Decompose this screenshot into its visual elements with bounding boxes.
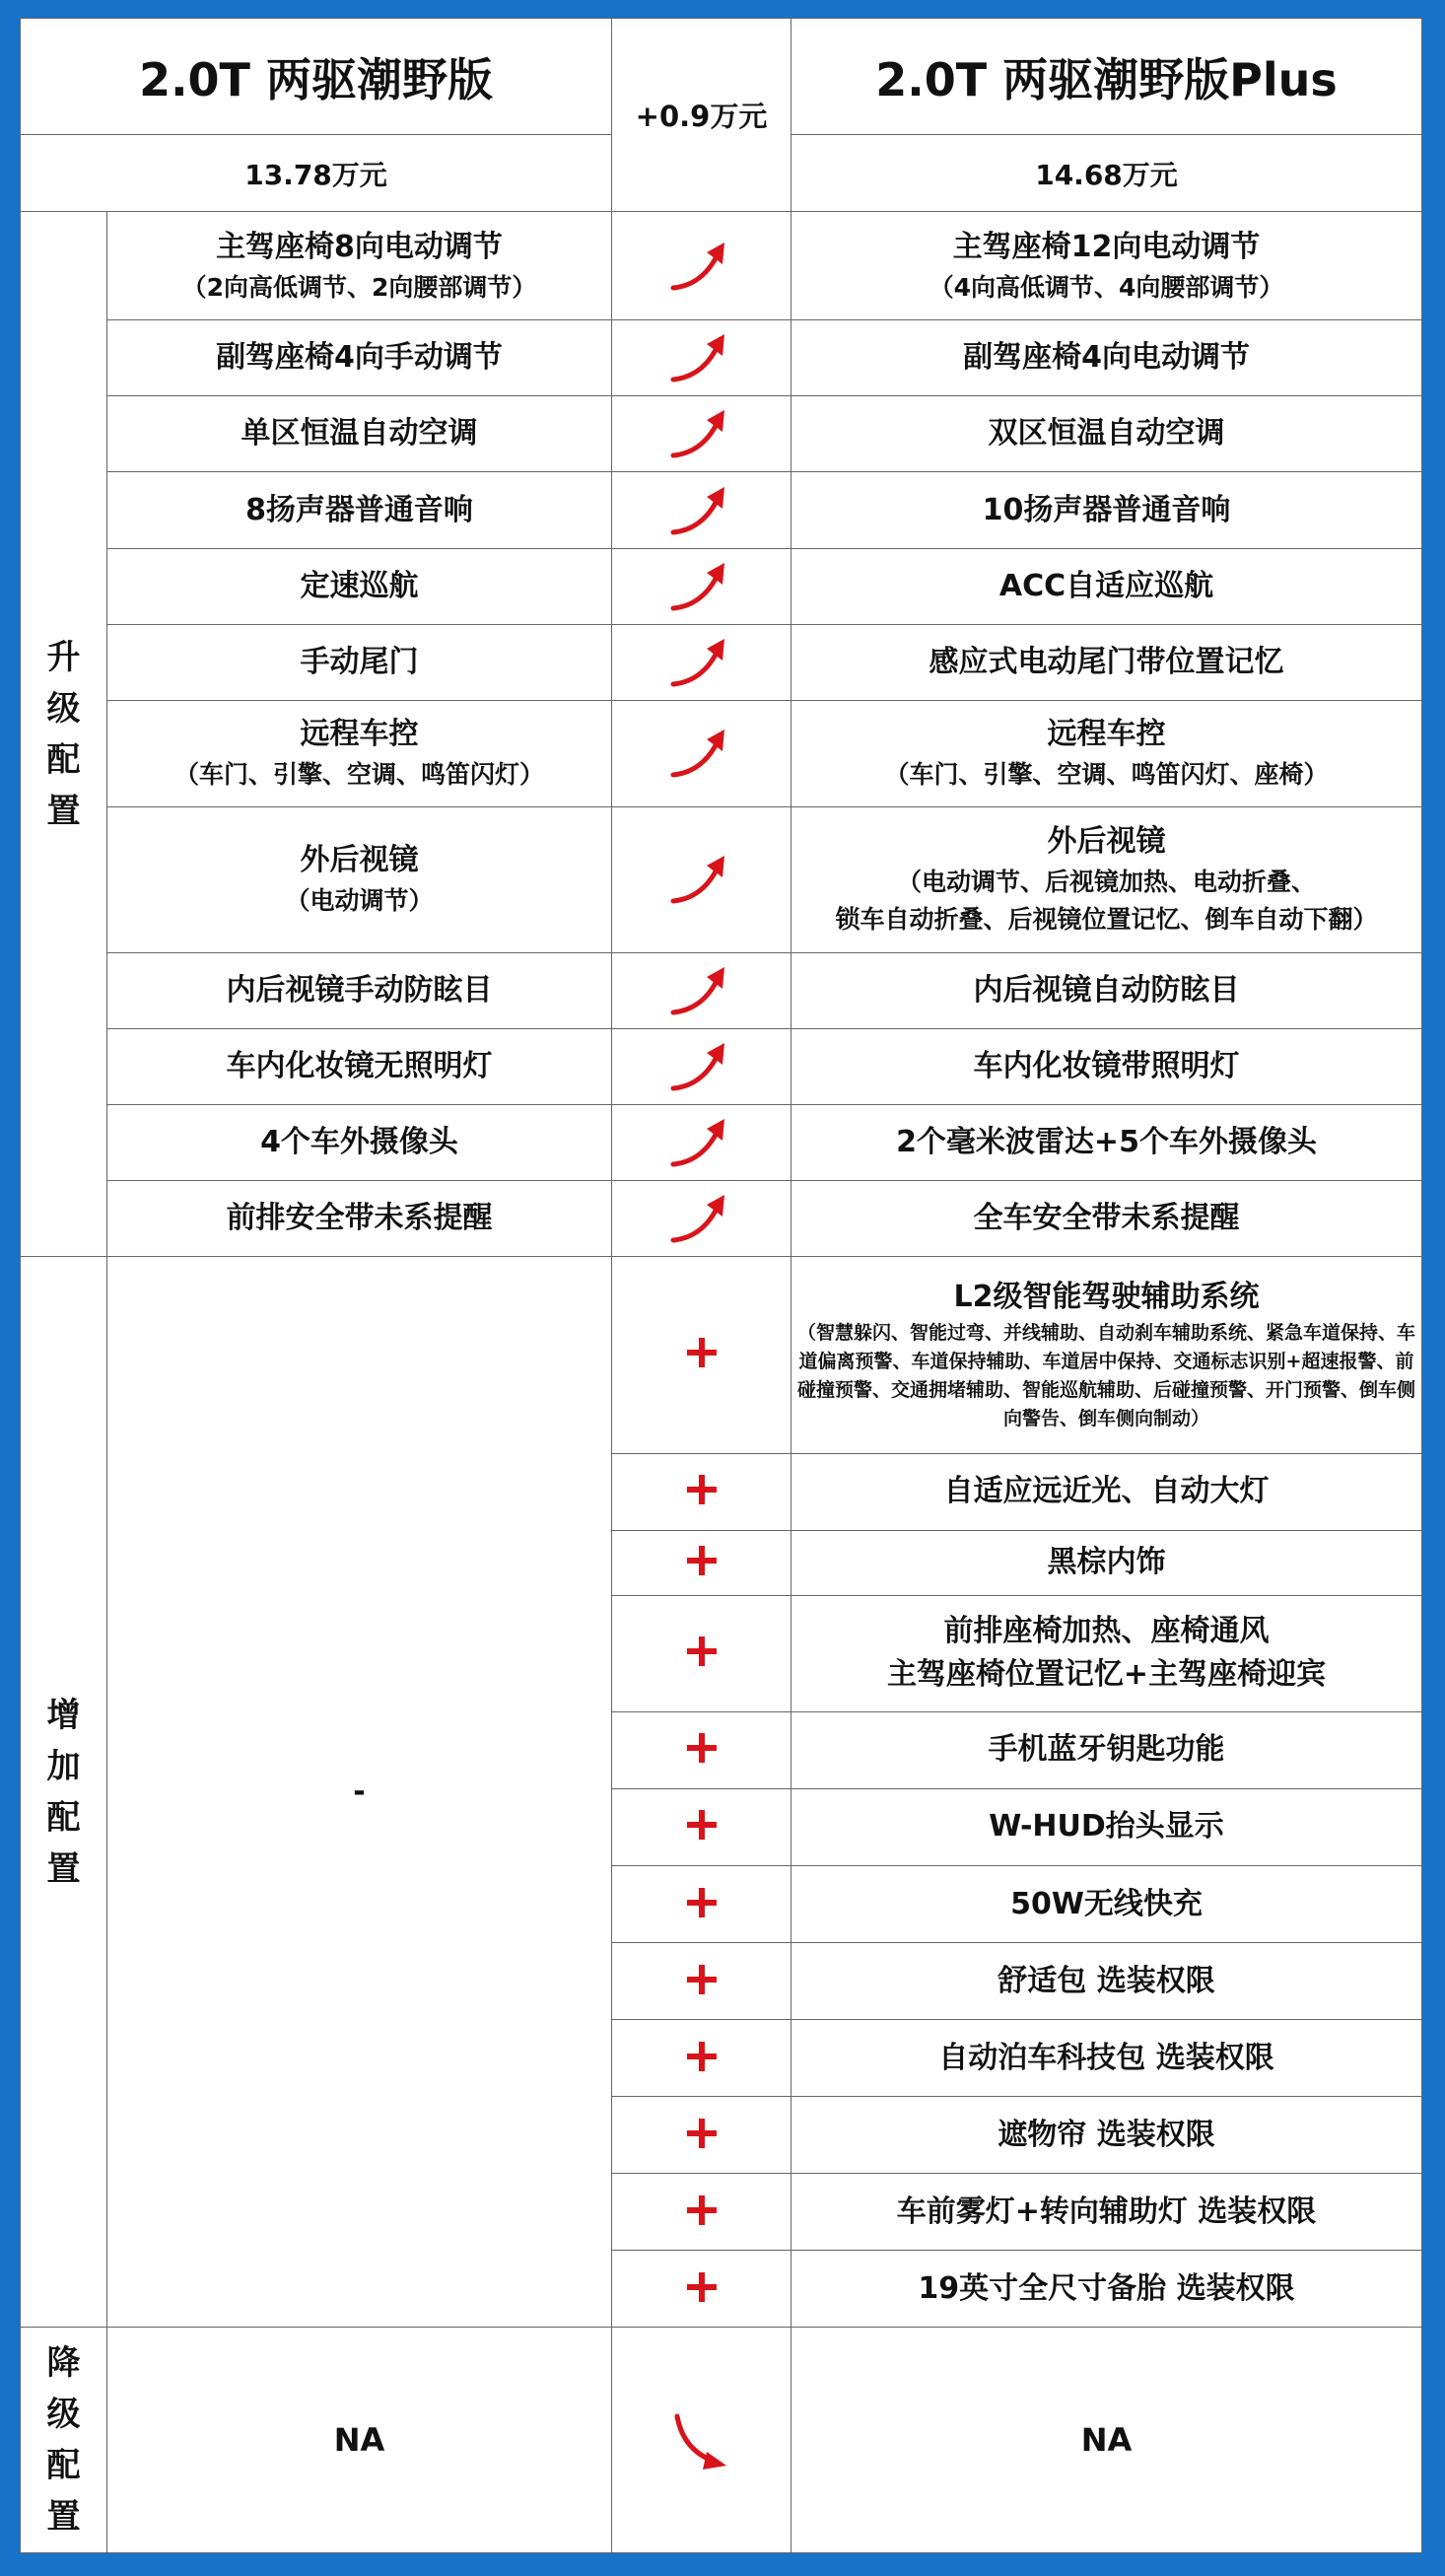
added-feature-text: 黑棕内饰 (1047, 1545, 1166, 1580)
added-feature (791, 1453, 1422, 1530)
left-trim-title: 2.0T 两驱潮野版 (21, 19, 612, 135)
upgrade-left-feature (107, 806, 612, 952)
section-char: 级 (46, 688, 81, 729)
comparison-table (20, 18, 1422, 2553)
upgrade-arrow-cell (612, 1181, 791, 1257)
upgrade-right-feature (791, 1105, 1422, 1181)
upgrade-row (21, 624, 1422, 700)
upgrade-right-feature (791, 953, 1422, 1029)
upgrade-arrow-cell (612, 212, 791, 320)
upgrade-arrow-cell (612, 806, 791, 952)
plus-icon (687, 2272, 717, 2302)
upgrade-left-feature (107, 396, 612, 472)
added-plus-cell (612, 1595, 791, 1711)
left-trim-price: 13.78万元 (21, 135, 612, 212)
upgrade-right-feature-text: 车内化妆镜带照明灯 (973, 1049, 1240, 1084)
upgrade-section-label (21, 212, 107, 1257)
section-char: 降 (46, 2343, 81, 2384)
downgrade-arrow-cell (612, 2328, 791, 2553)
upgrade-left-feature-text: 单区恒温自动空调 (241, 416, 478, 452)
downgrade-section-label (21, 2328, 107, 2553)
added-feature (791, 2174, 1422, 2251)
added-feature (791, 1711, 1422, 1788)
up-arrow-icon (667, 1111, 736, 1174)
upgrade-right-feature (791, 1029, 1422, 1105)
upgrade-right-feature-text: （4向高低调节、4向腰部调节） (929, 272, 1284, 302)
added-feature-text: 前排座椅加热、座椅通风 (943, 1614, 1270, 1649)
upgrade-arrow-cell (612, 1105, 791, 1181)
plus-icon (687, 2119, 717, 2148)
added-feature-text: 手机蓝牙钥匙功能 (988, 1732, 1225, 1768)
upgrade-right-feature-text: 全车安全带未系提醒 (973, 1201, 1240, 1236)
upgrade-left-feature (107, 700, 612, 806)
added-feature-text: 车前雾灯+转向辅助灯 选装权限 (896, 2193, 1317, 2229)
added-feature-text: （智慧躲闪、智能过弯、并线辅助、自动刹车辅助系统、紧急车道保持、车道偏离预警、车道保持辅助、车道居中保持、交通标志识别+超速报警、前碰撞预警、交通拥堵辅助、智能巡航辅助、后碰撞预警、开门预警、倒车侧向警告、倒车侧向制动） (797, 1322, 1416, 1430)
upgrade-right-feature-text: 锁车自动折叠、后视镜位置记忆、倒车自动下翻） (835, 905, 1378, 935)
upgrade-right-feature-text: 内后视镜自动防眩目 (973, 973, 1240, 1009)
upgrade-right-feature (791, 700, 1422, 806)
added-feature (791, 2097, 1422, 2174)
added-plus-cell (612, 1453, 791, 1530)
downgrade-right-value: NA (791, 2328, 1422, 2553)
upgrade-left-feature-text: 8扬声器普通音响 (245, 492, 473, 527)
added-plus-cell (612, 2020, 791, 2097)
added-feature (791, 2020, 1422, 2097)
upgrade-row (21, 1181, 1422, 1257)
upgrade-right-feature-text: 感应式电动尾门带位置记忆 (929, 644, 1284, 679)
plus-icon (687, 1733, 717, 1763)
upgrade-row (21, 396, 1422, 472)
section-char: 置 (46, 2497, 81, 2538)
added-left-value: - (107, 1257, 612, 2328)
upgrade-right-feature (791, 396, 1422, 472)
upgrade-left-feature-text: 4个车外摄像头 (260, 1125, 458, 1160)
upgrade-right-feature-text: 主驾座椅12向电动调节 (952, 229, 1261, 264)
upgrade-row (21, 1105, 1422, 1181)
plus-icon (687, 1338, 717, 1367)
upgrade-right-feature (791, 548, 1422, 624)
added-feature (791, 1595, 1422, 1711)
downgrade-left-value: NA (107, 2328, 612, 2553)
upgrade-arrow-cell (612, 1029, 791, 1105)
plus-icon (687, 1810, 717, 1840)
upgrade-left-feature (107, 953, 612, 1029)
added-feature (791, 1865, 1422, 1942)
up-arrow-icon (667, 631, 736, 694)
price-difference: +0.9万元 (612, 19, 791, 212)
up-arrow-icon (667, 555, 736, 618)
plus-icon (687, 1636, 717, 1666)
upgrade-arrow-cell (612, 396, 791, 472)
upgrade-right-feature-text: 外后视镜 (1047, 824, 1166, 860)
upgrade-right-feature-text: 2个毫米波雷达+5个车外摄像头 (896, 1125, 1317, 1160)
added-plus-cell (612, 2174, 791, 2251)
added-row (21, 1257, 1422, 1453)
upgrade-row (21, 472, 1422, 548)
right-trim-price: 14.68万元 (791, 135, 1422, 212)
upgrade-row (21, 806, 1422, 952)
upgrade-left-feature (107, 1105, 612, 1181)
up-arrow-icon (667, 959, 736, 1022)
added-feature-text: 主驾座椅位置记忆+主驾座椅迎宾 (886, 1657, 1327, 1693)
section-char: 配 (46, 739, 81, 780)
plus-icon (687, 1965, 717, 1994)
upgrade-row (21, 700, 1422, 806)
upgrade-left-feature-text: 定速巡航 (300, 568, 419, 603)
upgrade-left-feature-text: 车内化妆镜无照明灯 (226, 1049, 493, 1084)
added-plus-cell (612, 1865, 791, 1942)
down-arrow-icon (667, 2408, 736, 2472)
up-arrow-icon (667, 848, 736, 911)
added-plus-cell (612, 1943, 791, 2020)
up-arrow-icon (667, 479, 736, 542)
upgrade-left-feature-text: 外后视镜 (300, 843, 419, 878)
upgrade-right-feature (791, 1181, 1422, 1257)
plus-icon (687, 1475, 717, 1504)
upgrade-left-feature-text: 手动尾门 (300, 644, 419, 679)
up-arrow-icon (667, 326, 736, 389)
upgrade-right-feature (791, 472, 1422, 548)
upgrade-left-feature-text: （2向高低调节、2向腰部调节） (181, 272, 537, 302)
upgrade-right-feature-text: （车门、引擎、空调、鸣笛闪灯、座椅） (884, 760, 1329, 790)
up-arrow-icon (667, 235, 736, 298)
upgrade-arrow-cell (612, 472, 791, 548)
added-plus-cell (612, 2251, 791, 2328)
added-plus-cell (612, 1711, 791, 1788)
up-arrow-icon (667, 1187, 736, 1250)
upgrade-left-feature (107, 472, 612, 548)
up-arrow-icon (667, 1035, 736, 1098)
upgrade-left-feature (107, 624, 612, 700)
upgrade-left-feature (107, 1181, 612, 1257)
section-char: 增 (46, 1695, 81, 1735)
upgrade-right-feature-text: （电动调节、后视镜加热、电动折叠、 (897, 868, 1317, 897)
upgrade-row (21, 953, 1422, 1029)
upgrade-arrow-cell (612, 624, 791, 700)
added-feature-text: 遮物帘 选装权限 (998, 2117, 1215, 2152)
added-feature (791, 1943, 1422, 2020)
section-char: 配 (46, 2446, 81, 2486)
upgrade-row (21, 1029, 1422, 1105)
upgrade-right-feature-text: 副驾座椅4向电动调节 (963, 340, 1250, 376)
upgrade-row (21, 320, 1422, 396)
plus-icon (687, 2042, 717, 2071)
upgrade-left-feature-text: 副驾座椅4向手动调节 (216, 340, 503, 376)
added-plus-cell (612, 1788, 791, 1865)
up-arrow-icon (667, 722, 736, 785)
upgrade-right-feature-text: 双区恒温自动空调 (988, 416, 1225, 452)
added-feature (791, 1530, 1422, 1595)
section-char: 加 (46, 1746, 81, 1786)
added-feature (791, 1788, 1422, 1865)
upgrade-right-feature-text: ACC自适应巡航 (998, 568, 1214, 603)
added-feature-text: 19英寸全尺寸备胎 选装权限 (918, 2270, 1295, 2306)
upgrade-left-feature-text: （车门、引擎、空调、鸣笛闪灯） (174, 760, 545, 790)
section-char: 置 (46, 1848, 81, 1889)
added-feature-text: 舒适包 选装权限 (998, 1963, 1215, 1998)
section-char: 升 (46, 637, 81, 677)
plus-icon (687, 2195, 717, 2225)
upgrade-left-feature (107, 548, 612, 624)
added-section-label (21, 1257, 107, 2328)
section-char: 配 (46, 1797, 81, 1838)
upgrade-row (21, 548, 1422, 624)
upgrade-arrow-cell (612, 320, 791, 396)
upgrade-row (21, 212, 1422, 320)
added-plus-cell (612, 1257, 791, 1453)
upgrade-right-feature (791, 806, 1422, 952)
upgrade-left-feature-text: （电动调节） (285, 886, 434, 916)
upgrade-right-feature (791, 624, 1422, 700)
comparison-sheet (20, 18, 1421, 2553)
added-plus-cell (612, 2097, 791, 2174)
plus-icon (687, 1888, 717, 1917)
added-feature (791, 1257, 1422, 1453)
right-trim-title: 2.0T 两驱潮野版Plus (791, 19, 1422, 135)
added-feature-text: W-HUD抬头显示 (989, 1809, 1224, 1845)
upgrade-left-feature (107, 1029, 612, 1105)
downgrade-row (21, 2328, 1422, 2553)
upgrade-left-feature-text: 前排安全带未系提醒 (226, 1201, 493, 1236)
upgrade-arrow-cell (612, 548, 791, 624)
upgrade-left-feature (107, 212, 612, 320)
upgrade-left-feature (107, 320, 612, 396)
section-char: 级 (46, 2395, 81, 2435)
added-feature-text: L2级智能驾驶辅助系统 (953, 1280, 1260, 1315)
added-feature-text: 自适应远近光、自动大灯 (943, 1474, 1270, 1509)
upgrade-left-feature-text: 远程车控 (300, 717, 419, 752)
upgrade-left-feature-text: 内后视镜手动防眩目 (226, 973, 493, 1009)
upgrade-right-feature-text: 10扬声器普通音响 (982, 492, 1231, 527)
added-feature-text: 50W无线快充 (1010, 1886, 1203, 1921)
section-char: 置 (46, 791, 81, 831)
upgrade-left-feature-text: 主驾座椅8向电动调节 (216, 229, 503, 264)
upgrade-arrow-cell (612, 953, 791, 1029)
upgrade-right-feature (791, 212, 1422, 320)
upgrade-right-feature-text: 远程车控 (1047, 717, 1166, 752)
upgrade-right-feature (791, 320, 1422, 396)
plus-icon (687, 1546, 717, 1575)
added-feature (791, 2251, 1422, 2328)
upgrade-arrow-cell (612, 700, 791, 806)
added-plus-cell (612, 1530, 791, 1595)
added-feature-text: 自动泊车科技包 选装权限 (938, 2040, 1274, 2075)
up-arrow-icon (667, 402, 736, 465)
